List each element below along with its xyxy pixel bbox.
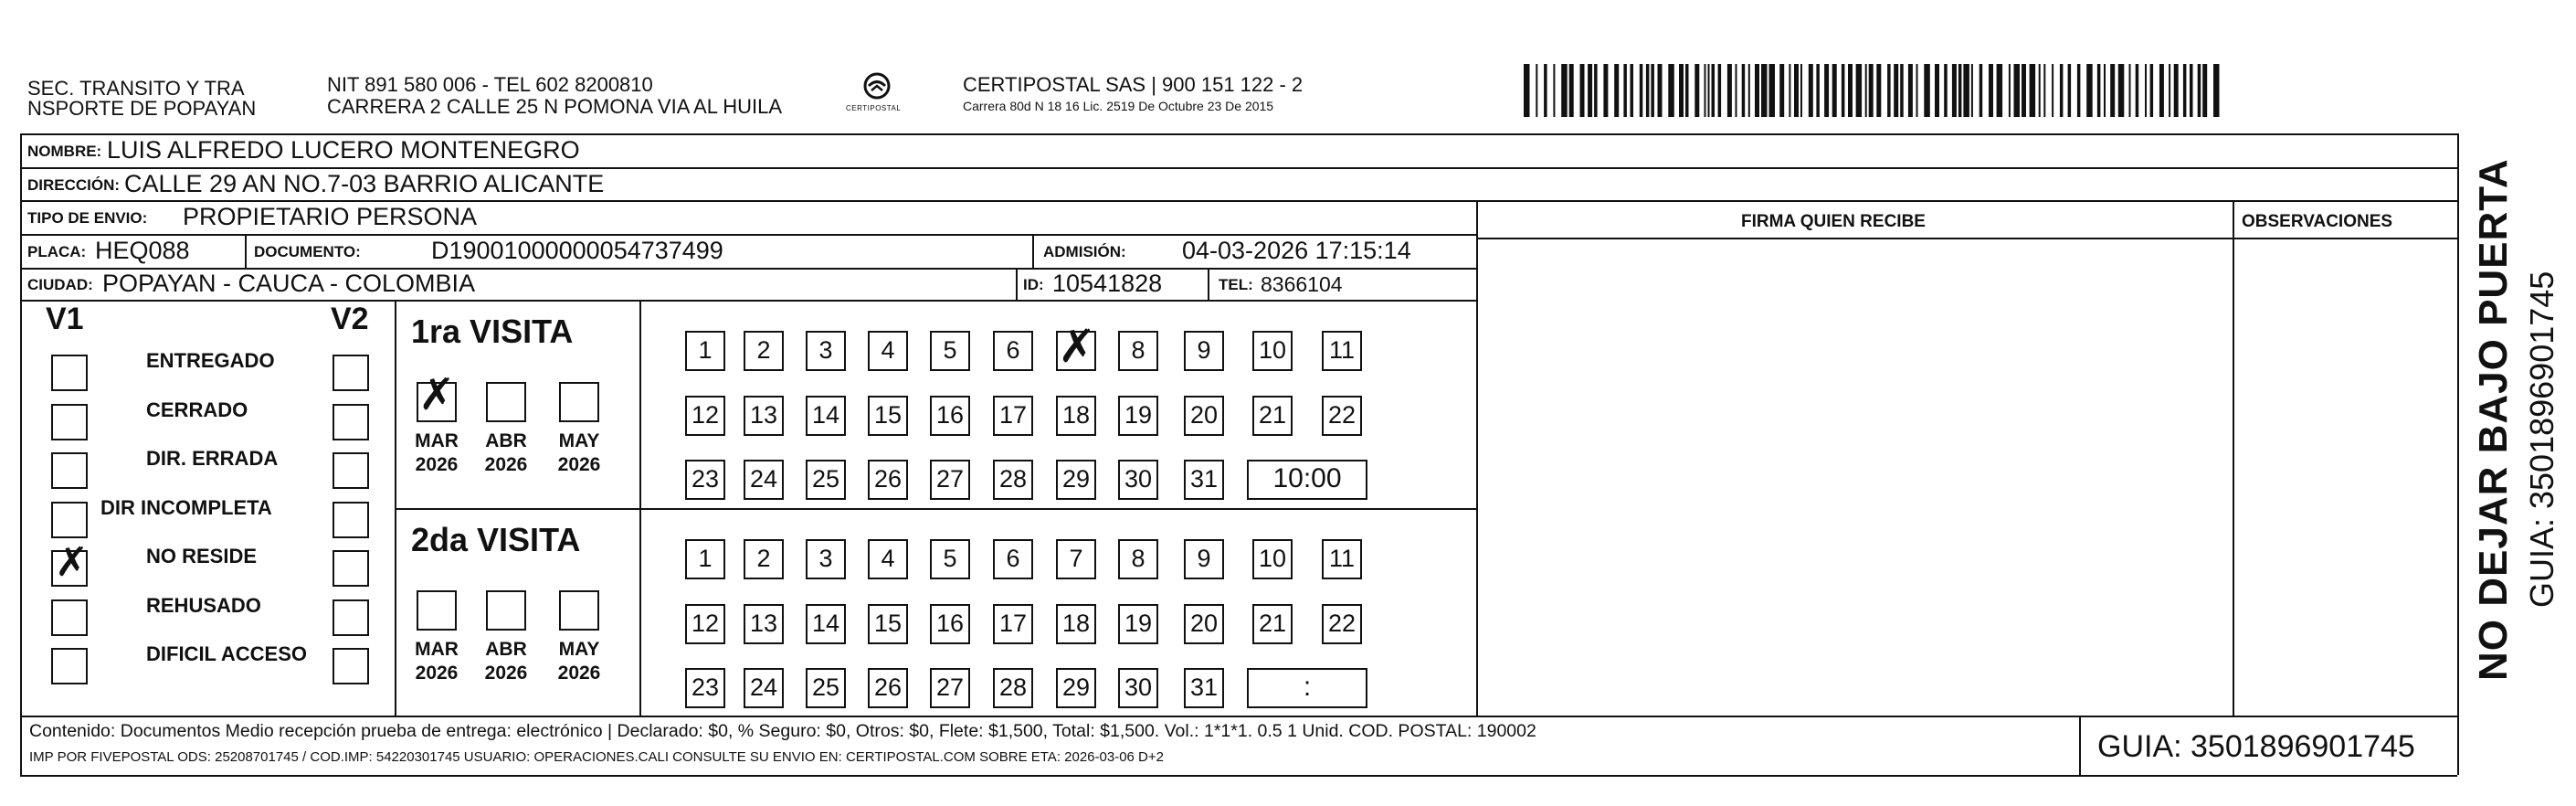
first-visit-month-label: ABR: [485, 430, 527, 451]
barcode-bar: [1794, 64, 1799, 117]
v1-label: V1: [46, 302, 84, 336]
nombre-value: LUIS ALFREDO LUCERO MONTENEGRO: [107, 136, 580, 164]
placa-label: PLACA:: [27, 243, 87, 260]
second-visit-day-box[interactable]: 27: [930, 668, 970, 708]
first-visit-day-box[interactable]: 18: [1056, 396, 1096, 436]
barcode-bar: [2169, 64, 2170, 117]
barcode-bar: [1544, 64, 1547, 117]
status-option-label: NO RESIDE: [146, 545, 258, 567]
observaciones-header: OBSERVACIONES: [2242, 212, 2393, 231]
second-visit-day-box[interactable]: 5: [930, 539, 970, 579]
barcode-bar: [1718, 64, 1722, 117]
barcode-bar: [1916, 64, 1918, 117]
first-visit-day-box[interactable]: 11: [1322, 331, 1362, 371]
barcode-bar: [1958, 64, 1962, 117]
barcode-bar: [1971, 64, 1973, 117]
barcode-bar: [1924, 64, 1930, 117]
second-visit-month-year: 2026: [415, 663, 459, 684]
side-guia: GUIA: 3501896901745: [2523, 270, 2560, 608]
second-visit-day-box[interactable]: 7: [1056, 539, 1096, 579]
second-visit-time-box[interactable]: :: [1247, 668, 1367, 708]
admision-label: ADMISIÓN:: [1043, 243, 1126, 260]
first-visit-day-box[interactable]: 22: [1322, 396, 1362, 436]
v2-checkbox[interactable]: [333, 404, 369, 440]
barcode-bar: [1876, 64, 1881, 117]
barcode-bar: [1561, 64, 1568, 117]
first-visit-month-year: 2026: [484, 454, 528, 475]
first-visit-day-box[interactable]: 26: [868, 460, 908, 500]
check-mark-icon: ✗: [1058, 320, 1096, 373]
second-visit-day-box[interactable]: 6: [993, 539, 1033, 579]
barcode-bar: [1588, 64, 1592, 117]
tipo-envio-label: TIPO DE ENVIO:: [27, 209, 148, 227]
sender-address: CARRERA 2 CALLE 25 N POMONA VIA AL HUILA: [327, 95, 783, 118]
sender-name-line2: NSPORTE DE POPAYAN: [27, 97, 257, 120]
v2-checkbox[interactable]: [333, 502, 369, 538]
status-option-label: DIFICIL ACCESO: [146, 642, 308, 665]
barcode-bar: [1809, 64, 1813, 117]
barcode-bar: [2136, 64, 2139, 117]
barcode-bar: [1603, 64, 1608, 117]
first-visit-day-box[interactable]: 15: [868, 396, 908, 436]
second-visit-day-box[interactable]: 8: [1118, 539, 1158, 579]
first-visit-day-box[interactable]: 12: [685, 396, 725, 436]
barcode-bar: [1908, 64, 1913, 117]
v2-checkbox[interactable]: [333, 599, 369, 636]
barcode-bar: [1894, 64, 1898, 117]
barcode-bar: [2110, 64, 2115, 117]
first-visit-day-box[interactable]: 17: [993, 396, 1033, 436]
v2-checkbox[interactable]: [333, 648, 369, 684]
barcode-bar: [1789, 64, 1790, 117]
second-visit-day-box[interactable]: 9: [1184, 539, 1224, 579]
firma-header: FIRMA QUIEN RECIBE: [1741, 212, 1926, 231]
first-visit-day-box[interactable]: 27: [930, 460, 970, 500]
second-visit-day-box[interactable]: 19: [1118, 604, 1158, 644]
barcode-bar: [1989, 64, 1993, 117]
first-visit-day-box[interactable]: 20: [1184, 396, 1224, 436]
nombre-label: NOMBRE:: [27, 143, 102, 160]
tel-value: 8366104: [1261, 272, 1343, 296]
barcode-bar: [2174, 64, 2179, 117]
v1-checkbox[interactable]: [51, 404, 88, 440]
barcode-bar: [2052, 64, 2053, 117]
barcode-bar: [1755, 64, 1759, 117]
second-visit-day-box[interactable]: 16: [930, 604, 970, 644]
barcode-bar: [1887, 64, 1891, 117]
barcode-bar: [2060, 64, 2064, 117]
second-visit-day-box[interactable]: 26: [868, 668, 908, 708]
ciudad-label: CIUDAD:: [27, 276, 93, 293]
barcode-bar: [1800, 64, 1802, 117]
barcode-bar: [2077, 64, 2081, 117]
first-visit-day-box[interactable]: 5: [930, 331, 970, 371]
first-visit-month-year: 2026: [415, 454, 459, 475]
placa-value: HEQ088: [95, 237, 190, 264]
barcode-bar: [1761, 64, 1768, 117]
second-visit-day-box[interactable]: 14: [806, 604, 846, 644]
v1-checkbox[interactable]: [51, 648, 88, 684]
status-option-label: CERRADO: [146, 398, 248, 421]
barcode-bar: [1748, 64, 1750, 117]
first-visit-day-box[interactable]: 13: [744, 396, 784, 436]
barcode-bar: [1668, 64, 1674, 117]
barcode-bar: [1524, 64, 1530, 117]
barcode-bar: [1742, 64, 1746, 117]
barcode-bar: [1865, 64, 1867, 117]
v1-checkbox[interactable]: [51, 452, 88, 489]
second-visit-month-label: MAY: [558, 639, 600, 660]
v1-checkbox[interactable]: [51, 502, 88, 538]
second-visit-day-box[interactable]: 11: [1322, 539, 1362, 579]
barcode-bar: [1614, 64, 1619, 117]
second-visit-day-box[interactable]: 22: [1322, 604, 1362, 644]
barcode-bar: [2150, 64, 2154, 117]
first-visit-day-box[interactable]: 4: [868, 331, 908, 371]
barcode-bar: [2030, 64, 2036, 117]
first-visit-month-label: MAR: [415, 430, 459, 451]
barcode-bar: [1816, 64, 1820, 117]
barcode-bar: [1679, 64, 1684, 117]
barcode-bar: [1848, 64, 1853, 117]
second-visit-day-box[interactable]: 12: [685, 604, 725, 644]
second-visit-day-box[interactable]: 13: [744, 604, 784, 644]
barcode-bar: [1640, 64, 1643, 117]
barcode-bar: [1569, 64, 1574, 117]
logo-text: CERTIPOSTAL: [846, 104, 902, 112]
sender-nit: NIT 891 580 006 - TEL 602 8200810: [327, 73, 653, 96]
second-visit-month-checkbox[interactable]: [486, 590, 526, 631]
second-visit-day-box[interactable]: 10: [1252, 539, 1293, 579]
barcode-bar: [1685, 64, 1689, 117]
second-visit-month-label: MAR: [415, 639, 459, 660]
second-visit-day-box[interactable]: 23: [685, 668, 725, 708]
barcode-bar: [1736, 64, 1737, 117]
barcode-bar: [2022, 64, 2026, 117]
barcode-bar: [2068, 64, 2072, 117]
barcode-bar: [2198, 64, 2201, 117]
first-visit-day-box[interactable]: 25: [806, 460, 846, 500]
barcode-bar: [1580, 64, 1585, 117]
first-visit-day-box[interactable]: 3: [806, 331, 846, 371]
barcode-bar: [1705, 64, 1706, 117]
footer-contents: Contenido: Documentos Medio recepción prueba de entrega: electrónico | Declarado: $0, % Seguro: $0, Otros: $0, Flete: $1,500, Total: $1,500. Vol.: 1*1*1. 0.5 1 Unid. COD. POSTAL: 190002: [29, 721, 1536, 741]
status-option-label: REHUSADO: [146, 594, 261, 617]
documento-label: DOCUMENTO:: [254, 243, 361, 260]
v2-checkbox[interactable]: [333, 355, 369, 391]
first-visit-day-box[interactable]: 24: [744, 460, 784, 500]
barcode: [1524, 64, 2227, 117]
barcode-bar: [1935, 64, 1939, 117]
barcode-bar: [2086, 64, 2093, 117]
barcode-bar: [2014, 64, 2021, 117]
check-mark-icon: ✗: [418, 369, 456, 420]
first-visit-title: 1ra VISITA: [411, 313, 574, 350]
second-visit-day-box[interactable]: 30: [1118, 668, 1158, 708]
barcode-bar: [1646, 64, 1650, 117]
barcode-bar: [2190, 64, 2193, 117]
v2-checkbox[interactable]: [333, 550, 369, 587]
barcode-bar: [1963, 64, 1969, 117]
barcode-bar: [2213, 64, 2220, 117]
barcode-bar: [2118, 64, 2125, 117]
tipo-envio-value: PROPIETARIO PERSONA: [183, 203, 478, 230]
first-visit-day-box[interactable]: 21: [1252, 396, 1293, 436]
barcode-bar: [1712, 64, 1716, 117]
first-visit-month-label: MAY: [558, 430, 600, 451]
footer-print-info: IMP POR FIVEPOSTAL ODS: 25208701745 / COD.IMP: 54220301745 USUARIO: OPERACIONES.CALI CONSULTE SU ENVIO EN: CERTIPOSTAL.COM SOBRE ETA: 2026-03-06 D+2: [29, 749, 1164, 765]
barcode-bar: [1651, 64, 1654, 117]
status-option-label: ENTREGADO: [146, 349, 275, 372]
second-visit-day-box[interactable]: 15: [868, 604, 908, 644]
barcode-bar: [1980, 64, 1983, 117]
company-name: CERTIPOSTAL SAS | 900 151 122 - 2: [963, 73, 1304, 96]
second-visit-day-box[interactable]: 25: [806, 668, 846, 708]
second-visit-day-box[interactable]: 24: [744, 668, 784, 708]
barcode-bar: [1536, 64, 1537, 117]
status-option-label: DIR INCOMPLETA: [100, 496, 272, 519]
barcode-bar: [1769, 64, 1776, 117]
barcode-bar: [1952, 64, 1957, 117]
barcode-bar: [1694, 64, 1699, 117]
second-visit-day-box[interactable]: 3: [806, 539, 846, 579]
second-visit-day-box[interactable]: 31: [1184, 668, 1224, 708]
first-visit-month-checkbox[interactable]: [486, 382, 526, 422]
barcode-bar: [1842, 64, 1845, 117]
status-option-label: DIR. ERRADA: [146, 447, 279, 470]
second-visit-day-box[interactable]: 1: [685, 539, 725, 579]
direccion-label: DIRECCIÓN:: [27, 176, 121, 194]
tel-label: TEL:: [1219, 276, 1253, 293]
barcode-bar: [2097, 64, 2101, 117]
barcode-bar: [2039, 64, 2041, 117]
second-visit-title: 2da VISITA: [411, 521, 581, 558]
first-visit-day-box[interactable]: 29: [1056, 460, 1096, 500]
second-visit-month-year: 2026: [484, 663, 528, 684]
first-visit-time-box[interactable]: 10:00: [1247, 460, 1367, 500]
side-warning: NO DEJAR BAJO PUERTA: [2471, 158, 2516, 681]
barcode-bar: [1900, 64, 1904, 117]
admision-value: 04-03-2026 17:15:14: [1182, 237, 1411, 264]
barcode-bar: [1727, 64, 1732, 117]
second-visit-day-box[interactable]: 20: [1184, 604, 1224, 644]
first-visit-day-box[interactable]: 2: [744, 331, 784, 371]
direccion-value: CALLE 29 AN NO.7-03 BARRIO ALICANTE: [124, 170, 605, 197]
first-visit-month-year: 2026: [557, 454, 601, 475]
id-value: 10541828: [1052, 270, 1163, 297]
first-visit-day-box[interactable]: 10: [1252, 331, 1293, 371]
first-visit-month-checkbox[interactable]: [559, 382, 599, 422]
first-visit-day-box[interactable]: 30: [1118, 460, 1158, 500]
barcode-bar: [2129, 64, 2131, 117]
barcode-bar: [2145, 64, 2147, 117]
barcode-bar: [1623, 64, 1627, 117]
second-visit-day-box[interactable]: 21: [1252, 604, 1293, 644]
barcode-bar: [1997, 64, 2003, 117]
first-visit-day-box[interactable]: 8: [1118, 331, 1158, 371]
first-visit-day-box[interactable]: 31: [1184, 460, 1224, 500]
barcode-bar: [2009, 64, 2011, 117]
first-visit-day-box[interactable]: 23: [685, 460, 725, 500]
first-visit-day-box[interactable]: 6: [993, 331, 1033, 371]
second-visit-day-box[interactable]: 17: [993, 604, 1033, 644]
ciudad-value: POPAYAN - CAUCA - COLOMBIA: [102, 270, 476, 297]
barcode-bar: [1824, 64, 1829, 117]
company-license: Carrera 80d N 18 16 Lic. 2519 De Octubre 23 De 2015: [963, 99, 1274, 113]
second-visit-day-box[interactable]: 28: [993, 668, 1033, 708]
barcode-bar: [2104, 64, 2106, 117]
v1-checkbox[interactable]: [51, 599, 88, 636]
barcode-bar: [1856, 64, 1863, 117]
company-logo-icon: [840, 71, 913, 115]
barcode-bar: [1594, 64, 1598, 117]
second-visit-month-label: ABR: [485, 639, 527, 660]
first-visit-day-box[interactable]: 19: [1118, 396, 1158, 436]
barcode-bar: [1832, 64, 1837, 117]
barcode-bar: [1944, 64, 1948, 117]
barcode-bar: [2043, 64, 2045, 117]
footer-guia: GUIA: 3501896901745: [2097, 729, 2415, 764]
v1-checkbox[interactable]: [51, 355, 88, 391]
barcode-bar: [1553, 64, 1555, 117]
second-visit-day-box[interactable]: 4: [868, 539, 908, 579]
barcode-bar: [1631, 64, 1634, 117]
barcode-bar: [1779, 64, 1784, 117]
second-visit-day-box[interactable]: 2: [744, 539, 784, 579]
v2-checkbox[interactable]: [333, 452, 369, 489]
barcode-bar: [1869, 64, 1874, 117]
v2-label: V2: [331, 302, 369, 336]
barcode-bar: [2202, 64, 2207, 117]
second-visit-day-box[interactable]: 29: [1056, 668, 1096, 708]
barcode-bar: [1658, 64, 1663, 117]
first-visit-day-box[interactable]: 16: [930, 396, 970, 436]
barcode-bar: [1708, 64, 1710, 117]
second-visit-month-checkbox[interactable]: [559, 590, 599, 631]
documento-value: D19001000000054737499: [431, 237, 723, 264]
first-visit-day-box[interactable]: 9: [1184, 331, 1224, 371]
first-visit-day-box[interactable]: 28: [993, 460, 1033, 500]
first-visit-day-box[interactable]: 1: [685, 331, 725, 371]
second-visit-month-year: 2026: [557, 663, 601, 684]
second-visit-month-checkbox[interactable]: [417, 590, 457, 631]
sender-name-line1: SEC. TRANSITO Y TRA: [27, 77, 245, 100]
second-visit-day-box[interactable]: 18: [1056, 604, 1096, 644]
id-label: ID:: [1023, 276, 1044, 293]
first-visit-day-box[interactable]: 14: [806, 396, 846, 436]
check-mark-icon: ✗: [55, 539, 89, 586]
barcode-bar: [2183, 64, 2187, 117]
barcode-bar: [2159, 64, 2164, 117]
